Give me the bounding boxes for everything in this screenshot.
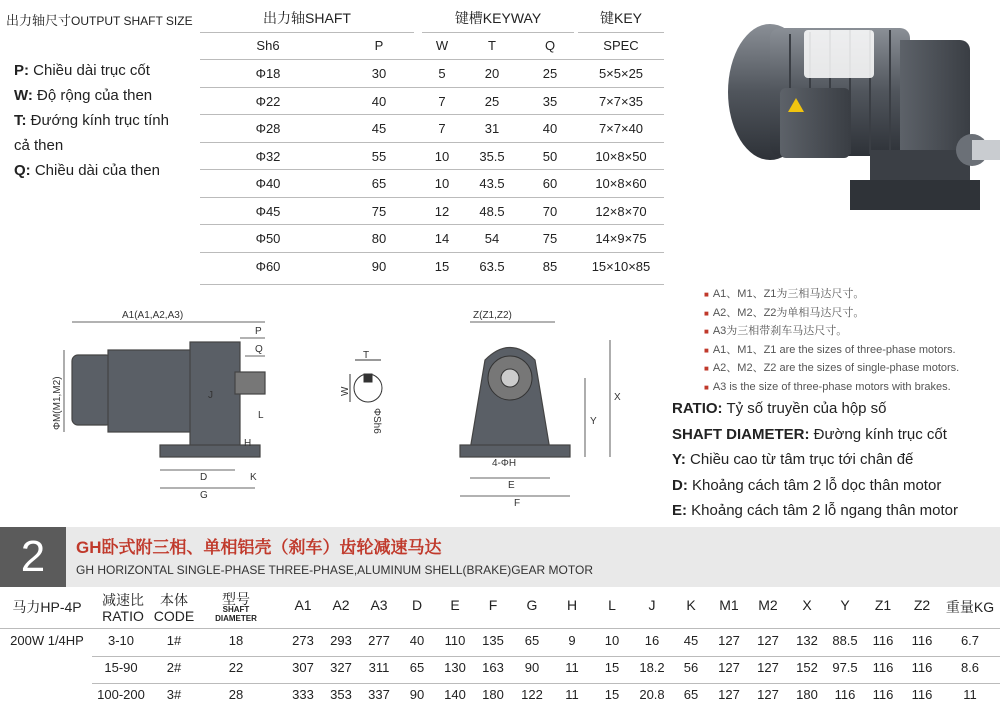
table-cell: 12 (434, 203, 450, 219)
legend-title-en: OUTPUT SHAFT SIZE (71, 14, 193, 28)
dim-column-header: A2 (332, 597, 350, 613)
table-cell: 10 (434, 176, 450, 191)
definition-text: Tỷ số truyền của hộp số (722, 400, 887, 417)
dim-column-header: A1 (294, 597, 312, 613)
table-cell: 31 (484, 121, 500, 136)
label-p: P (255, 326, 262, 337)
power-value: 200W 1/4HP (10, 633, 84, 648)
table-cell: 48.5 (479, 203, 505, 219)
bullet-icon: ■ (704, 345, 709, 355)
table-cell: 20 (484, 66, 500, 81)
table-cell: 16 (644, 633, 660, 648)
group-header-keyway: 键槽KEYWAY (454, 10, 542, 26)
table-cell: 127 (718, 660, 740, 675)
table-cell: 45 (683, 633, 699, 648)
bullet-icon: ■ (704, 308, 709, 318)
table-cell: Φ45 (255, 203, 281, 219)
definition-line (672, 450, 913, 470)
table-cell: 180 (482, 687, 504, 702)
table-cell: 116 (872, 687, 894, 702)
head-shaft-en2: DIAMETER (215, 614, 257, 623)
table-cell: 65 (524, 633, 540, 648)
table-cell: 18.2 (639, 660, 665, 675)
note-text: A1、M1、Z1为三相马达尺寸。 (712, 288, 865, 300)
gear-motor-photo (700, 0, 1000, 280)
note-item (704, 344, 956, 357)
label-g: G (200, 490, 208, 501)
label-a1: A1(A1,A2,A3) (122, 310, 184, 321)
head-shaft-cn: 型号 (222, 591, 250, 607)
legend-text: cả then (14, 137, 64, 154)
dim-column-header: Z1 (874, 597, 892, 613)
table-cell: 307 (292, 660, 314, 675)
table-cell: 65 (409, 660, 425, 675)
definition-text: Khoảng cách tâm 2 lỗ dọc thân motor (687, 476, 942, 494)
table-cell: 10 (604, 633, 620, 648)
table-cell: 35.5 (479, 148, 505, 164)
table-cell: 353 (330, 687, 352, 702)
table-cell: 56 (683, 660, 699, 675)
table-cell: 8.6 (960, 660, 980, 675)
dim-column-header: F (488, 597, 498, 613)
table-cell: 7 (438, 121, 446, 136)
table-cell: Φ40 (255, 176, 281, 191)
table-cell: 122 (521, 687, 543, 702)
table-cell: 15×10×85 (591, 258, 651, 274)
legend-key: Q: (14, 162, 31, 179)
table-cell: 90 (524, 660, 540, 675)
label-q: Q (255, 344, 263, 355)
table-cell: 40 (409, 633, 425, 648)
table-cell: 43.5 (479, 176, 505, 191)
table-cell: 116 (834, 687, 856, 702)
table-cell: 63.5 (479, 258, 505, 274)
table-cell: 70 (542, 203, 558, 219)
note-text: A3 is the size of three-phase motors with brakes. (712, 380, 951, 393)
legend-key: P: (14, 62, 29, 79)
legend-text: Đướng kính trục tính (26, 112, 169, 129)
table-cell: 65 (371, 176, 387, 191)
table-cell: Φ28 (255, 121, 281, 136)
definition-key: RATIO: (672, 400, 723, 417)
label-t: T (363, 350, 370, 361)
table-cell: 130 (444, 660, 466, 675)
table-cell: 7 (438, 93, 446, 109)
table-cell: 40 (371, 93, 387, 109)
note-item (704, 307, 864, 320)
column-header: P (374, 38, 384, 53)
table-cell: 80 (371, 231, 387, 246)
dim-column-header: A3 (370, 597, 388, 613)
bullet-icon: ■ (704, 290, 709, 299)
table-cell: 25 (484, 93, 500, 109)
table-cell: 75 (371, 203, 387, 219)
table-cell: 116 (911, 687, 933, 702)
legend-line (14, 136, 63, 156)
label-j: J (208, 390, 213, 401)
table-cell: 293 (330, 633, 352, 648)
legend-line (14, 161, 160, 181)
table-cell: 163 (482, 660, 504, 675)
table-cell: 11 (963, 687, 977, 702)
table-cell: 127 (757, 687, 779, 702)
table-cell: 15-90 (104, 660, 138, 675)
column-header: SPEC (603, 38, 639, 53)
dim-column-header: Z2 (913, 597, 931, 613)
label-z: Z(Z1,Z2) (473, 310, 512, 321)
table-cell: 152 (796, 660, 818, 675)
table-cell: 55 (371, 148, 387, 164)
legend-key: W: (14, 87, 33, 104)
table-cell: 333 (292, 687, 314, 702)
column-header: T (488, 38, 496, 53)
table-cell: 6.7 (960, 633, 980, 648)
table-cell: 14 (434, 231, 450, 246)
definition-text: Chiều cao từ tâm trục tới chân đế (685, 451, 914, 468)
table-cell: 277 (368, 633, 390, 648)
table-cell: 180 (796, 687, 818, 702)
table-cell: 54 (484, 231, 500, 246)
table-cell: 45 (371, 121, 387, 136)
definition-key: D: (672, 476, 688, 494)
label-w: W (340, 386, 351, 396)
table-cell: 50 (542, 148, 558, 164)
note-text: A2、M2、Z2 are the sizes of single-phase motors. (712, 362, 960, 374)
table-cell: 132 (796, 633, 818, 648)
definition-text: Đường kính trục cốt (809, 425, 947, 443)
label-h: H (244, 438, 252, 449)
table-cell: Φ60 (255, 258, 281, 274)
legend-text: Chiều dài của then (30, 162, 160, 179)
table-cell: 15 (604, 687, 620, 702)
legend-line (14, 61, 150, 81)
head-code-cn: 本体 (160, 592, 188, 608)
table-cell: 110 (444, 633, 466, 648)
definition-line (672, 425, 947, 445)
label-y: Y (590, 416, 597, 427)
group-header-key: 键KEY (599, 10, 642, 26)
shaft-spec-table (200, 4, 664, 284)
dim-column-header: 重量KG (945, 599, 995, 615)
table-cell: 18 (228, 633, 244, 648)
label-f: F (514, 498, 521, 509)
group-header-shaft: 出力轴SHAFT (263, 10, 351, 26)
head-ratio-cn: 减速比 (102, 592, 144, 608)
column-header: Q (544, 38, 556, 53)
table-cell: 116 (872, 633, 894, 648)
label-hole: 4-ΦH (492, 458, 517, 469)
table-cell: 25 (542, 66, 558, 81)
dim-column-header: L (608, 597, 616, 613)
note-text: A2、M2、Z2为单相马达尺寸。 (712, 306, 865, 319)
label-k: K (250, 472, 257, 483)
dim-column-header: J (648, 597, 656, 613)
table-cell: Φ32 (255, 148, 281, 164)
table-cell: 2# (166, 660, 182, 675)
table-cell: Φ22 (255, 93, 281, 109)
table-cell: 127 (757, 633, 779, 648)
definition-key: SHAFT DIAMETER: (672, 425, 810, 443)
head-shaft-en1: SHAFT (222, 605, 250, 614)
table-cell: Φ50 (255, 231, 281, 246)
table-cell: 116 (911, 633, 933, 648)
note-item (704, 381, 951, 394)
section-number: 2 (0, 527, 66, 587)
table-cell: 88.5 (832, 633, 858, 648)
note-item (704, 325, 847, 338)
dim-column-header: E (450, 597, 460, 613)
table-cell: 15 (434, 258, 450, 274)
table-cell: 5×5×25 (598, 66, 644, 81)
label-d: D (200, 472, 208, 483)
dimension-drawing (30, 300, 670, 515)
table-cell: 7×7×35 (598, 93, 644, 109)
table-cell: 116 (872, 660, 894, 675)
dim-column-header: X (802, 597, 812, 613)
table-cell: 65 (683, 687, 699, 702)
head-code-en: CODE (153, 608, 195, 624)
table-cell: 9 (568, 633, 576, 648)
dim-column-header: Y (840, 597, 850, 613)
table-cell: 14×9×75 (595, 231, 647, 246)
label-e: E (508, 480, 515, 491)
table-cell: 60 (542, 176, 558, 191)
legend-title (6, 10, 196, 30)
table-cell: 100-200 (97, 687, 145, 702)
column-header: W (435, 38, 449, 53)
table-cell: 135 (482, 633, 504, 648)
dim-column-header: M1 (719, 597, 739, 613)
table-cell: 22 (228, 660, 244, 675)
legend-key: T: (14, 112, 27, 129)
table-cell: 327 (330, 660, 352, 675)
table-cell: 3# (166, 687, 182, 702)
note-text: A1、M1、Z1 are the sizes of three-phase motors. (712, 343, 956, 356)
table-cell: 30 (371, 66, 387, 81)
table-cell: 1# (166, 633, 182, 648)
table-cell: 40 (542, 121, 558, 136)
bullet-icon: ■ (704, 327, 709, 336)
definition-text: Khoảng cách tâm 2 lỗ ngang thân motor (687, 502, 959, 519)
table-cell: 90 (409, 687, 425, 702)
bullet-icon: ■ (704, 382, 709, 392)
definition-line (672, 476, 941, 496)
table-cell: 127 (718, 633, 740, 648)
table-cell: 7×7×40 (598, 121, 644, 136)
table-cell: 10×8×60 (595, 176, 647, 191)
dim-column-header: G (526, 597, 538, 613)
definition-key: Y: (672, 451, 686, 468)
table-cell: 12×8×70 (595, 203, 647, 219)
note-text: A3为三相带刹车马达尺寸。 (712, 325, 848, 337)
table-cell: 11 (565, 660, 579, 675)
note-item (704, 288, 864, 301)
table-cell: Φ18 (255, 66, 281, 81)
legend-title-cn: 出力轴尺寸 (6, 13, 72, 28)
label-x: X (614, 392, 621, 403)
table-cell: 127 (718, 687, 740, 702)
dim-column-header: M2 (758, 597, 778, 613)
definition-line (672, 399, 887, 419)
table-cell: 97.5 (832, 660, 858, 675)
label-l: L (258, 410, 264, 421)
dim-column-header: K (686, 597, 696, 613)
table-cell: 140 (444, 687, 466, 702)
table-cell: 85 (542, 258, 558, 274)
column-header: Sh6 (256, 38, 280, 53)
table-cell: 273 (292, 633, 314, 648)
dim-column-header: D (411, 597, 423, 613)
section-title-cn: GH卧式附三相、单相铝壳（刹车）齿轮减速马达 (76, 538, 442, 557)
head-ratio-en: RATIO (102, 608, 144, 624)
definition-line (672, 501, 958, 521)
legend-text: Độ rộng của then (32, 87, 153, 104)
table-cell: 311 (368, 660, 390, 675)
note-item (704, 362, 959, 375)
table-cell: 337 (368, 687, 390, 702)
table-cell: 10×8×50 (595, 148, 647, 164)
table-cell: 35 (542, 93, 558, 109)
bullet-icon: ■ (704, 364, 709, 373)
label-m: ΦM(M1,M2) (52, 376, 63, 430)
table-cell: 20.8 (639, 687, 665, 702)
table-cell: 15 (604, 660, 620, 675)
head-power: 马力HP-4P (12, 599, 82, 615)
legend-line (14, 111, 169, 131)
table-cell: 90 (371, 258, 387, 274)
table-cell: 116 (911, 660, 933, 675)
definition-key: E: (672, 502, 687, 519)
section-title-en: GH HORIZONTAL SINGLE-PHASE THREE-PHASE,ALUMINUM SHELL(BRAKE)GEAR MOTOR (76, 563, 593, 577)
table-cell: 5 (438, 66, 446, 81)
legend-line (14, 86, 152, 106)
table-cell: 10 (434, 148, 450, 164)
dim-column-header: H (566, 597, 578, 613)
label-sh6: ΦSh6 (371, 408, 382, 434)
legend-text: Chiều dài trục cốt (29, 62, 150, 79)
table-cell: 127 (757, 660, 779, 675)
table-cell: 3-10 (107, 633, 135, 648)
table-cell: 28 (228, 687, 244, 702)
table-cell: 75 (542, 231, 558, 246)
table-cell: 11 (565, 687, 579, 702)
